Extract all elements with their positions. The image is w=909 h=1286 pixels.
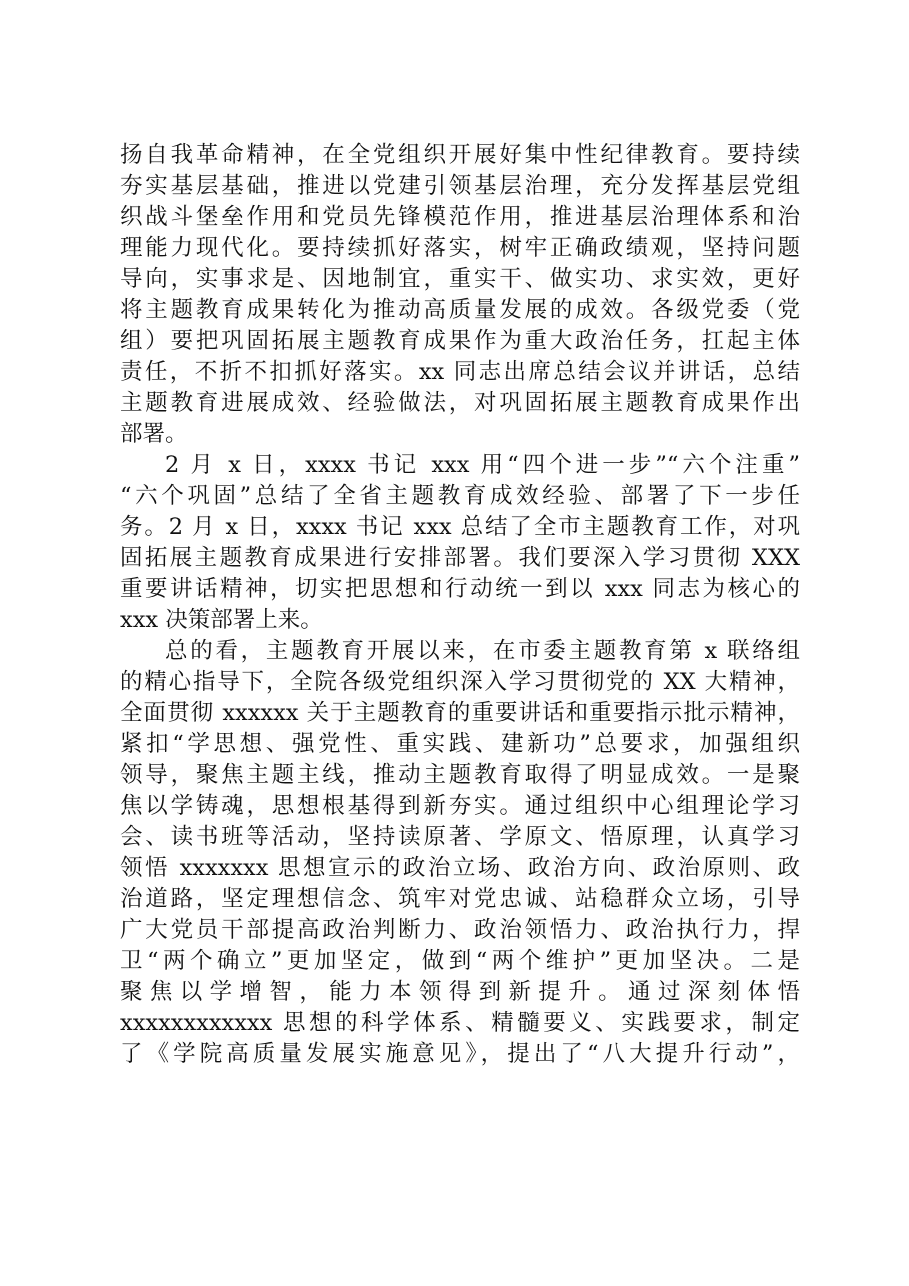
text-line: 重要讲话精神，切实把思想和行动统一到以 xxx 同志为核心的 xyxy=(120,576,800,602)
text-line: 部署。 xyxy=(120,421,188,447)
text-line: 了《学院高质量发展实施意见》，提出了“八大提升行动”， xyxy=(120,1041,800,1067)
text-line: 扬自我革命精神，在全党组织开展好集中性纪律教育。要持续 xyxy=(120,142,800,168)
text-line: 2 月 x 日，xxxx 书记 xxx 用“四个进一步”“六个注重” xyxy=(165,452,800,478)
text-line: xxx 决策部署上来。 xyxy=(120,607,323,633)
text-line: 导向，实事求是、因地制宜，重实干、做实功、求实效，更好 xyxy=(120,266,800,292)
text-line: 紧扣“学思想、强党性、重实践、建新功”总要求，加强组织 xyxy=(120,731,800,757)
document-body xyxy=(120,140,800,1070)
text-line: 固拓展主题教育成果进行安排部署。我们要深入学习贯彻 XXX xyxy=(120,545,800,571)
text-line: 主题教育进展成效、经验做法，对巩固拓展主题教育成果作出 xyxy=(120,390,800,416)
text-line: 会、读书班等活动，坚持读原著、学原文、悟原理，认真学习 xyxy=(120,824,800,850)
text-line: 广大党员干部提高政治判断力、政治领悟力、政治执行力，捍 xyxy=(120,917,800,943)
text-line: 组）要把巩固拓展主题教育成果作为重大政治任务，扛起主体 xyxy=(120,328,800,354)
text-line: 领导，聚焦主题主线，推动主题教育取得了明显成效。一是聚 xyxy=(120,762,800,788)
text-line: 领悟 xxxxxxx 思想宣示的政治立场、政治方向、政治原则、政 xyxy=(120,855,800,881)
text-line: 责任，不折不扣抓好落实。xx 同志出席总结会议并讲话，总结 xyxy=(120,359,800,385)
text-line: 将主题教育成果转化为推动高质量发展的成效。各级党委（党 xyxy=(120,297,800,323)
text-line: xxxxxxxxxxxx 思想的科学体系、精髓要义、实践要求，制定 xyxy=(120,1010,800,1036)
text-line: “六个巩固”总结了全省主题教育成效经验、部署了下一步任 xyxy=(120,483,800,509)
text-line: 治道路，坚定理想信念、筑牢对党忠诚、站稳群众立场，引导 xyxy=(120,886,800,912)
text-line: 总的看，主题教育开展以来，在市委主题教育第 x 联络组 xyxy=(165,638,800,664)
text-line: 聚焦以学增智，能力本领得到新提升。通过深刻体悟 xyxy=(120,979,800,1005)
paragraph xyxy=(120,140,800,450)
text-line: 夯实基层基础，推进以党建引领基层治理，充分发挥基层党组 xyxy=(120,173,800,199)
text-line: 务。2 月 x 日，xxxx 书记 xxx 总结了全市主题教育工作，对巩 xyxy=(120,514,800,540)
text-line: 全面贯彻 xxxxxx 关于主题教育的重要讲话和重要指示批示精神， xyxy=(120,700,800,726)
text-line: 焦以学铸魂，思想根基得到新夯实。通过组织中心组理论学习 xyxy=(120,793,800,819)
text-line: 织战斗堡垒作用和党员先锋模范作用，推进基层治理体系和治 xyxy=(120,204,800,230)
text-line: 理能力现代化。要持续抓好落实，树牢正确政绩观，坚持问题 xyxy=(120,235,800,261)
paragraph xyxy=(120,450,800,636)
paragraph xyxy=(120,636,800,1070)
text-line: 卫“两个确立”更加坚定，做到“两个维护”更加坚决。二是 xyxy=(120,948,800,974)
text-line: 的精心指导下，全院各级党组织深入学习贯彻党的 XX 大精神， xyxy=(120,669,800,695)
